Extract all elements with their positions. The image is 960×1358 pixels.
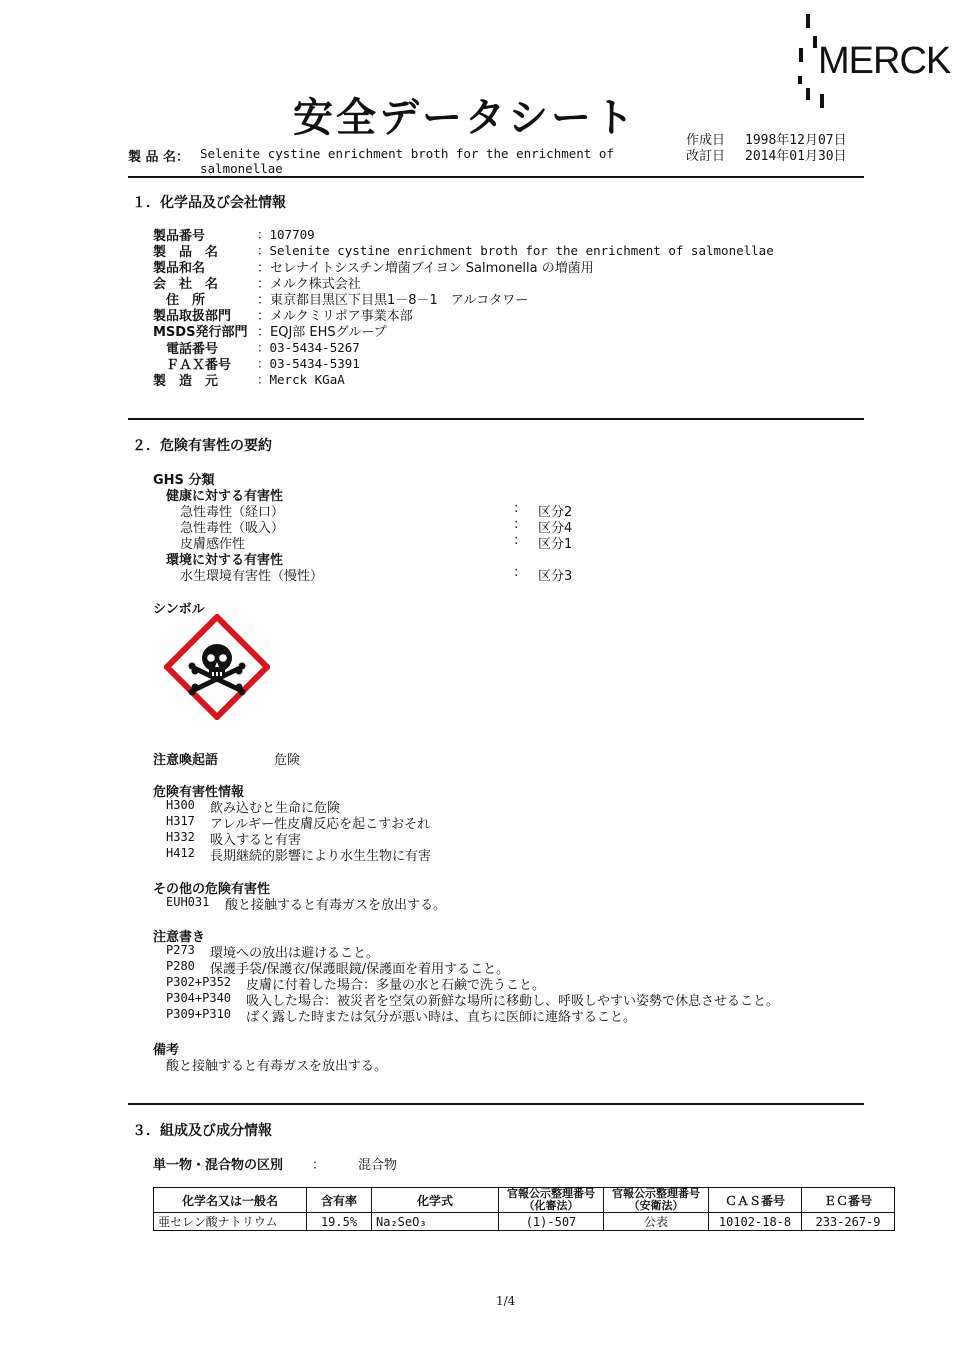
- precaution-text: 環境への放出は避けること。: [210, 946, 380, 961]
- hazard-text: アレルギー性皮膚反応を起こすおそれ: [210, 817, 431, 832]
- s1-label: 会 社 名: [153, 277, 219, 292]
- health-item-value: 区分4: [538, 521, 573, 536]
- created-label: 作成日: [686, 133, 726, 148]
- s1-value: ：東京都目黒区下目黒1－8－1 アルコタワー: [257, 293, 529, 308]
- env-item-value: 区分3: [538, 569, 573, 584]
- health-item-name: 皮膚感作性: [180, 537, 246, 552]
- s1-value: ：03-5434-5267: [257, 340, 360, 355]
- table-cell: Na₂SeO₃: [372, 1213, 499, 1231]
- substance-type-sep: ：: [312, 1158, 326, 1173]
- table-cell: 公表: [604, 1213, 709, 1231]
- document-title: 安全データシート: [293, 95, 637, 141]
- s1-label: 電話番号: [153, 342, 219, 357]
- precaution-text: 吸入した場合：被災者を空気の新鮮な場所に移動し、呼吸しやすい姿勢で休息させること。: [246, 994, 780, 1009]
- s1-label: 住 所: [153, 293, 206, 308]
- health-item-name: 急性毒性（経口）: [180, 505, 285, 520]
- signal-word-label: 注意喚起語: [153, 753, 219, 768]
- product-name-line1: Selenite cystine enrichment broth for the enrichment of: [200, 146, 614, 161]
- other-hazard-code: EUH031: [166, 895, 210, 909]
- env-hazard-label: 環境に対する有害性: [166, 553, 284, 568]
- s1-value: ：メルク株式会社: [257, 277, 361, 292]
- health-item-value: 区分1: [538, 537, 573, 552]
- page-number: 1/4: [496, 1294, 516, 1308]
- table-header: 化学式: [372, 1188, 499, 1213]
- s1-label: 製 造 元: [153, 374, 219, 389]
- symbol-label: シンボル: [153, 602, 205, 617]
- product-name-label: 製 品 名：: [128, 150, 190, 165]
- s1-value: ：EQJ部 EHSグループ: [257, 325, 387, 340]
- precaution-label: 注意書き: [153, 930, 206, 945]
- s1-value: ：Merck KGaA: [257, 372, 345, 387]
- section1-rule: [128, 418, 864, 420]
- table-header: ＥＣ番号: [802, 1188, 895, 1213]
- table-cell: 233-267-9: [802, 1213, 895, 1231]
- hazard-info-label: 危険有害性情報: [153, 785, 245, 800]
- table-row: [154, 1213, 895, 1231]
- precaution-code: P280: [166, 959, 195, 973]
- revised-date: 2014年01月30日: [745, 149, 847, 164]
- hazard-text: 長期継続的影響により水生生物に有害: [210, 849, 432, 864]
- merck-logo: [796, 14, 951, 110]
- revised-label: 改訂日: [686, 149, 726, 164]
- s1-label: 製 品 名: [153, 245, 219, 260]
- hazard-code: H317: [166, 814, 195, 828]
- section3-title: ３．組成及び成分情報: [132, 1123, 272, 1139]
- health-item-sep: :: [514, 533, 519, 548]
- s1-value: ：セレナイトシスチン増菌ブイヨン Salmonella の増菌用: [257, 261, 594, 276]
- header-rule: [128, 176, 864, 178]
- other-hazard-text: 酸と接触すると有毒ガスを放出する。: [225, 898, 447, 913]
- s1-value: ：メルクミリポア事業本部: [257, 309, 413, 324]
- health-item-sep: :: [514, 501, 519, 516]
- precaution-text: 保護手袋/保護衣/保護眼鏡/保護面を着用すること。: [210, 962, 510, 977]
- product-name-line2: salmonellae: [200, 161, 283, 176]
- hazard-text: 飲み込むと生命に危険: [210, 801, 341, 816]
- table-header: 化学名又は一般名: [154, 1188, 307, 1213]
- health-item-value: 区分2: [538, 505, 573, 520]
- table-cell: 亜セレン酸ナトリウム: [154, 1213, 307, 1231]
- precaution-code: P304+P340: [166, 991, 232, 1005]
- remarks-label: 備考: [153, 1043, 180, 1058]
- logo-text: MERCK: [818, 40, 951, 82]
- other-hazards-label: その他の危険有害性: [153, 882, 271, 897]
- table-header-row: [154, 1188, 895, 1213]
- precaution-code: P309+P310: [166, 1007, 232, 1021]
- composition-table: [153, 1187, 895, 1231]
- ghs-skull-crossbones-icon: [164, 614, 270, 720]
- table-cell: 19.5%: [307, 1213, 372, 1231]
- hazard-code: H332: [166, 830, 195, 844]
- health-item-sep: :: [514, 517, 519, 532]
- s1-label: 製品取扱部門: [153, 309, 232, 324]
- substance-type-label: 単一物・混合物の区別: [153, 1158, 284, 1173]
- s1-label: MSDS発行部門: [153, 325, 248, 340]
- precaution-code: P302+P352: [166, 975, 232, 989]
- env-item-name: 水生環境有害性（慢性）: [180, 569, 324, 584]
- health-item-name: 急性毒性（吸入）: [180, 521, 285, 536]
- table-header: 官報公示整理番号 （化審法）: [499, 1188, 604, 1213]
- substance-type-value: 混合物: [358, 1158, 398, 1173]
- s1-label: 製品番号: [153, 229, 206, 244]
- s1-value: ：107709: [257, 227, 315, 242]
- health-hazard-label: 健康に対する有害性: [166, 489, 284, 504]
- env-item-sep: :: [514, 565, 519, 580]
- precaution-text: 皮膚に付着した場合：多量の水と石鹸で洗うこと。: [246, 978, 546, 993]
- hazard-code: H300: [166, 798, 195, 812]
- ghs-label: GHS 分類: [153, 473, 215, 488]
- s1-value: ：03-5434-5391: [257, 356, 360, 371]
- precaution-text: ばく露した時または気分が悪い時は、直ちに医師に連絡すること。: [246, 1010, 637, 1025]
- s1-label: ＦＡＸ番号: [153, 358, 232, 373]
- hazard-code: H412: [166, 846, 195, 860]
- s1-value: ：Selenite cystine enrichment broth for the enrichment of salmonellae: [257, 243, 774, 258]
- created-date: 1998年12月07日: [745, 133, 847, 148]
- section2-rule: [128, 1103, 864, 1105]
- remarks-text: 酸と接触すると有毒ガスを放出する。: [166, 1059, 388, 1074]
- signal-word-value: 危険: [274, 753, 301, 768]
- table-header: 含有率: [307, 1188, 372, 1213]
- s1-label: 製品和名: [153, 261, 206, 276]
- hazard-text: 吸入すると有害: [210, 833, 302, 848]
- table-header: ＣＡＳ番号: [709, 1188, 802, 1213]
- table-cell: 10102-18-8: [709, 1213, 802, 1231]
- section1-title: １．化学品及び会社情報: [132, 195, 286, 211]
- precaution-code: P273: [166, 943, 195, 957]
- section2-title: ２．危険有害性の要約: [132, 438, 272, 454]
- table-cell: (1)-507: [499, 1213, 604, 1231]
- table-header: 官報公示整理番号 （安衛法）: [604, 1188, 709, 1213]
